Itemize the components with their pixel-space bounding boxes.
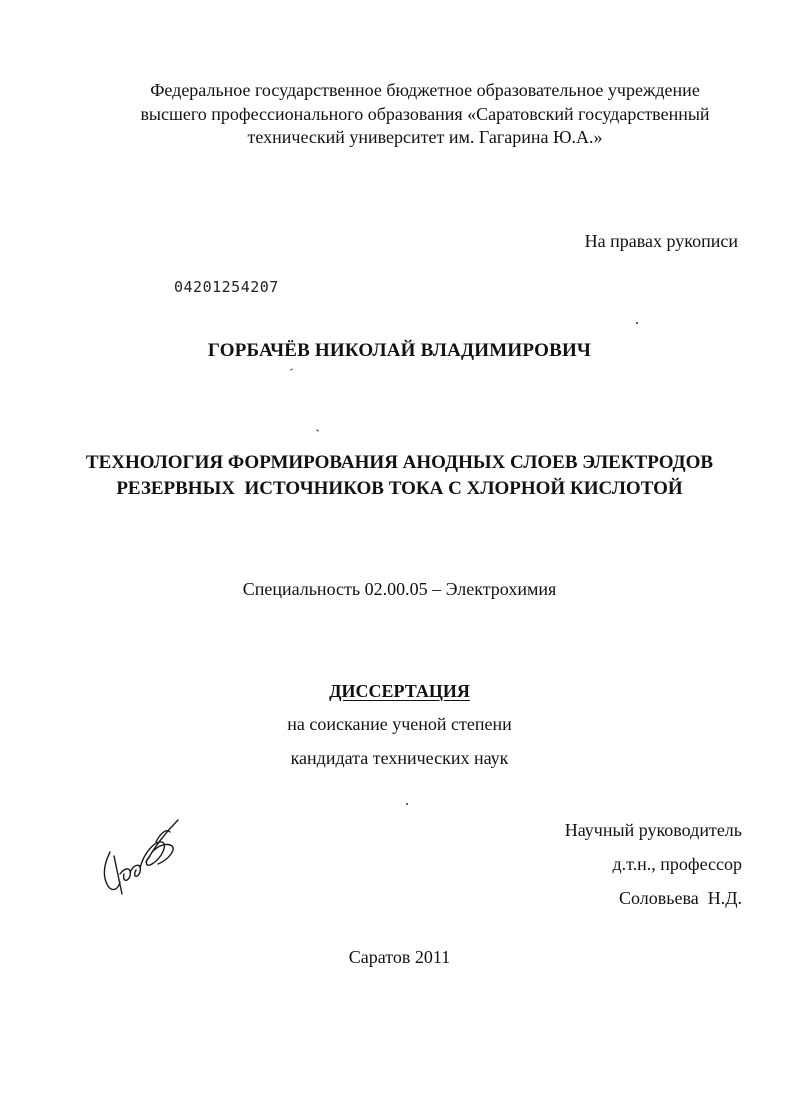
author-name: ГОРБАЧЁВ НИКОЛАЙ ВЛАДИМИРОВИЧ [207, 340, 592, 361]
title-line-2: РЕЗЕРВНЫХ ИСТОЧНИКОВ ТОКА С ХЛОРНОЙ КИСЛОТОЙ [116, 478, 683, 499]
city-year: Саратов 2011 [348, 947, 451, 967]
degree-line-2: кандидата технических наук [290, 748, 509, 768]
scan-speck [290, 368, 293, 370]
advisor-name: Соловьева Н.Д. [619, 888, 742, 908]
institution-line-2: высшего профессионального образования «Саратовский государственный [140, 103, 710, 124]
scan-speck [316, 429, 319, 432]
handwritten-signature-icon [96, 812, 186, 902]
advisor-role: Научный руководитель [564, 820, 742, 840]
catalog-number: 04201254207 [174, 278, 279, 296]
scan-speck [636, 322, 638, 324]
degree-line-1: на соискание ученой степени [287, 714, 512, 734]
title-line-1: ТЕХНОЛОГИЯ ФОРМИРОВАНИЯ АНОДНЫХ СЛОЕВ ЭЛЕКТРОДОВ [85, 452, 714, 473]
institution-line-3: технический университет им. Гагарина Ю.А.» [247, 127, 603, 147]
institution-header [90, 79, 760, 150]
specialty: Специальность 02.00.05 – Электрохимия [242, 579, 557, 599]
dissertation-title [0, 450, 799, 502]
advisor-block [442, 813, 742, 915]
institution-line-1: Федеральное государственное бюджетное образовательное учреждение [150, 80, 700, 100]
scan-speck [406, 803, 408, 805]
document-type: ДИССЕРТАЦИЯ [329, 681, 470, 701]
advisor-credentials: д.т.н., профессор [612, 854, 742, 874]
rights-note: На правах рукописи [584, 231, 738, 251]
